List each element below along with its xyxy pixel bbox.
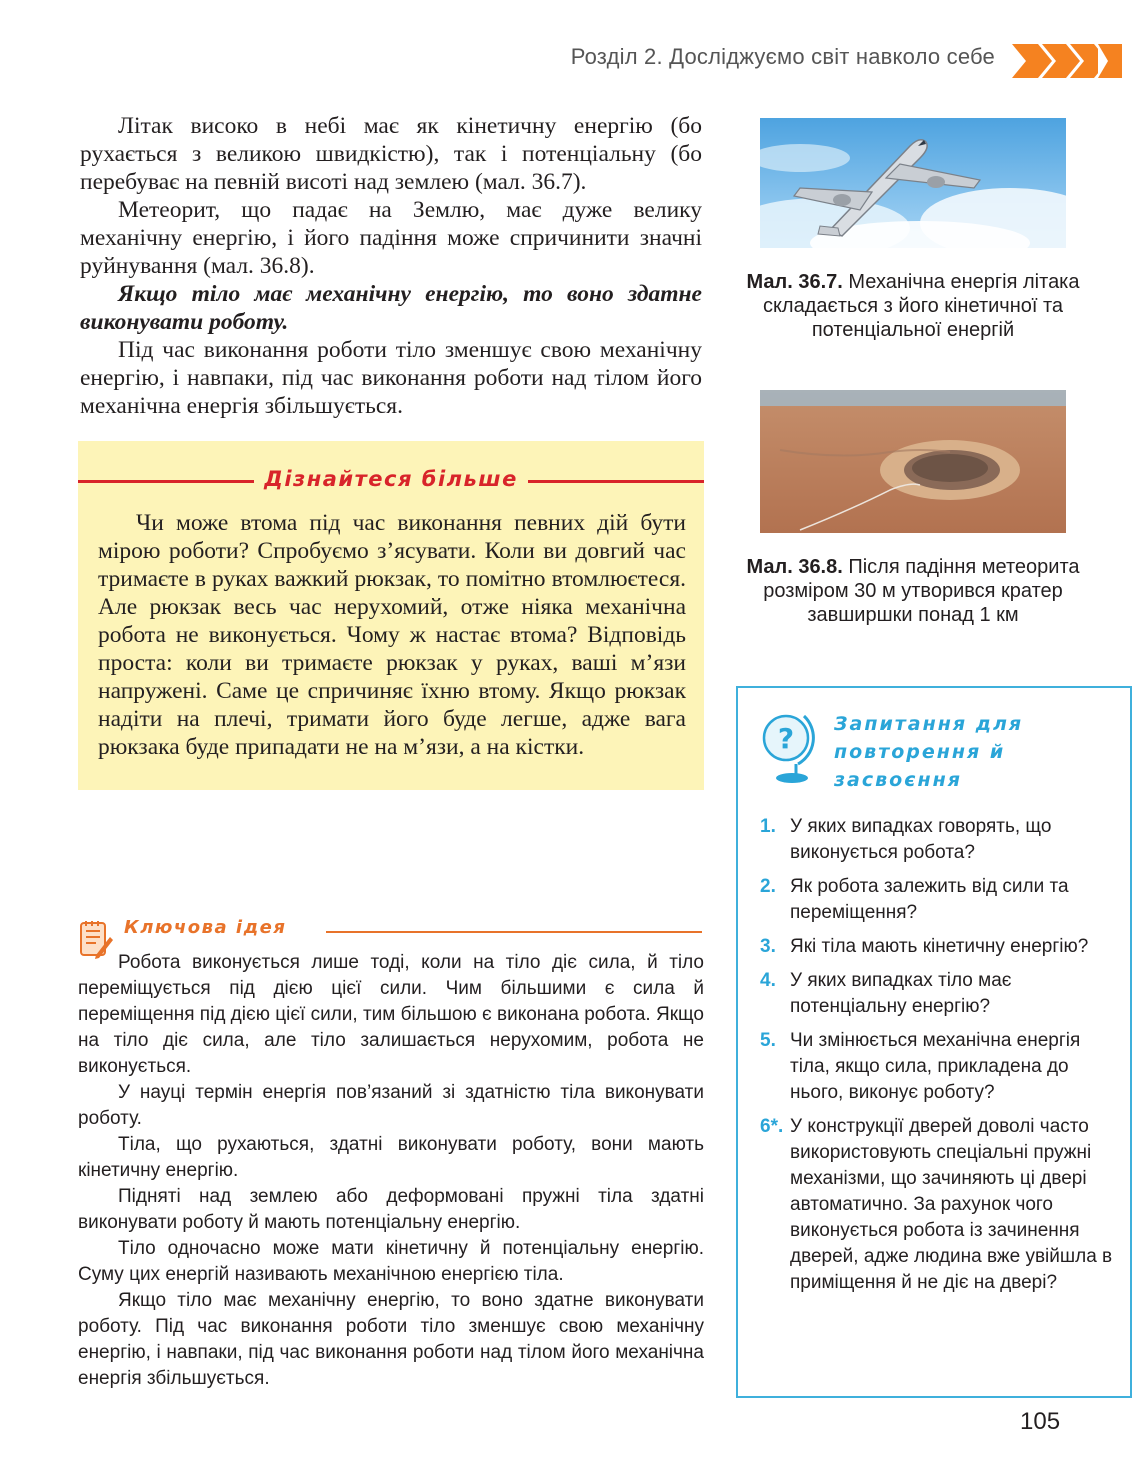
airplane-photo <box>760 118 1066 248</box>
question-text: У яких випадках говорять, що виконується робота? <box>790 816 1052 863</box>
figure-caption <box>740 270 1086 342</box>
paragraph: Тіла, що рухаються, здатні виконувати роботу, вони мають кінетичну енергію. <box>78 1134 704 1181</box>
svg-text:?: ? <box>777 722 795 755</box>
question-number: 2. <box>760 876 776 897</box>
question-number: 4. <box>760 970 776 991</box>
paragraph: Підняті над землею або деформовані пружні тіла здатні виконувати роботу й мають потенціальну енергію. <box>78 1186 704 1233</box>
question-item <box>760 1114 1120 1296</box>
key-statement: Якщо тіло має механічну енергію, то воно здатне виконувати роботу. <box>80 281 702 335</box>
page-header <box>0 38 1133 82</box>
figure-label: Мал. 36.7. <box>746 271 843 293</box>
question-item <box>760 968 1120 1020</box>
question-text: У конструкції дверей доволі часто використовують спеціальні пружні механізми, що зачиняють ці двері автоматично. За рахунок чого виконується робота із зачинення дверей, адже людина вже увійшла в приміщення й не діє на двері? <box>790 1116 1113 1293</box>
crater-photo <box>760 390 1066 533</box>
chevrons-icon <box>1012 44 1122 78</box>
question-number: 3. <box>760 936 776 957</box>
questions-box <box>736 686 1132 1398</box>
questions-title: Запитання для повторення й засвоєння <box>834 713 1024 791</box>
paragraph: Чи може втома під час виконання певних дій бути мірою роботи? Спробуємо з’ясувати. Коли ви довгий час тримаєте в руках важкий рюкзак, то помітно втомлюєтеся. Але рюкзак весь час нерухомий, отже ніяка механічна робота не виконується. Чому ж настає втома? Відповідь проста: коли ви тримаєте рюкзак у руках, ваші м’язи напружені. Саме це спричиняє їхню втому. Якщо рюкзак надіти на плечі, тримати його буде легше, адже вага рюкзака буде припадати не на м’язи, а на кістки. <box>98 510 686 760</box>
paragraph: Літак високо в небі має як кінетичну енергію (бо рухається з великою швидкістю), так і потенціальну (бо перебуває на певній висоті над землею (мал. 36.7). <box>80 113 702 195</box>
questions-list <box>760 814 1120 1304</box>
question-number: 5. <box>760 1030 776 1051</box>
divider <box>326 931 702 933</box>
question-item <box>760 874 1120 926</box>
paragraph: Тіло одночасно може мати кінетичну й потенціальну енергію. Суму цих енергій називають механічною енергією тіла. <box>78 1238 704 1285</box>
learn-more-title: Дізнайтеся більше <box>254 467 528 491</box>
paragraph: Робота виконується лише тоді, коли на тіло діє сила, й тіло переміщується під дією цієї сили. Чим більшими є сила й переміщення під дією цієї сили, тим більшою є виконана робота. Якщо на тіло діє сила, але тіло залишається нерухомим, робота не виконується. <box>78 952 704 1077</box>
question-text: Чи змінюється механічна енергія тіла, якщо сила, прикладена до нього, виконує роботу? <box>790 1030 1081 1103</box>
main-text <box>80 112 702 420</box>
question-item <box>760 814 1120 866</box>
paragraph: У науці термін енергія пов’язаний зі здатністю тіла виконувати роботу. <box>78 1082 704 1129</box>
question-text: Які тіла мають кінетичну енергію? <box>790 936 1089 957</box>
chapter-title: Розділ 2. Досліджуємо світ навколо себе <box>570 44 995 69</box>
paragraph: Метеорит, що падає на Землю, має дуже велику механічну енергію, і його падіння може спричинити значні руйнування (мал. 36.8). <box>80 197 702 279</box>
key-idea-title: Ключова ідея <box>124 917 294 938</box>
page-number: 105 <box>1020 1408 1061 1435</box>
figure-caption <box>740 555 1086 627</box>
question-number: 6*. <box>760 1116 784 1137</box>
learn-more-header <box>78 467 704 497</box>
figure-caption-text: Механічна енергія літака складається з його кінетичної та потенціальної енергій <box>762 271 1080 341</box>
question-item <box>760 1028 1120 1106</box>
question-text: Як робота залежить від сили та переміщення? <box>790 876 1069 923</box>
figure-label: Мал. 36.8. <box>746 556 843 578</box>
question-number: 1. <box>760 816 776 837</box>
learn-more-box <box>78 441 704 790</box>
question-globe-icon <box>758 708 818 788</box>
question-text: У яких випадках тіло має потенціальну енергію? <box>790 970 1012 1017</box>
question-item <box>760 934 1120 960</box>
paragraph: Під час виконання роботи тіло зменшує свою механічну енергію, і навпаки, під час виконання роботи над тілом його механічна енергія збільшується. <box>80 337 702 419</box>
figure-caption-text: Після падіння метеорита розміром 30 м утворився кратер завширшки понад 1 км <box>763 556 1080 626</box>
paragraph: Якщо тіло має механічну енергію, то воно здатне виконувати роботу. Під час виконання роботи тіло зменшує свою механічну енергію, і навпаки, під час виконання роботи над тілом його механічна енергія збільшується. <box>78 1290 704 1389</box>
key-idea-text <box>78 950 704 1392</box>
learn-more-text <box>98 509 686 761</box>
